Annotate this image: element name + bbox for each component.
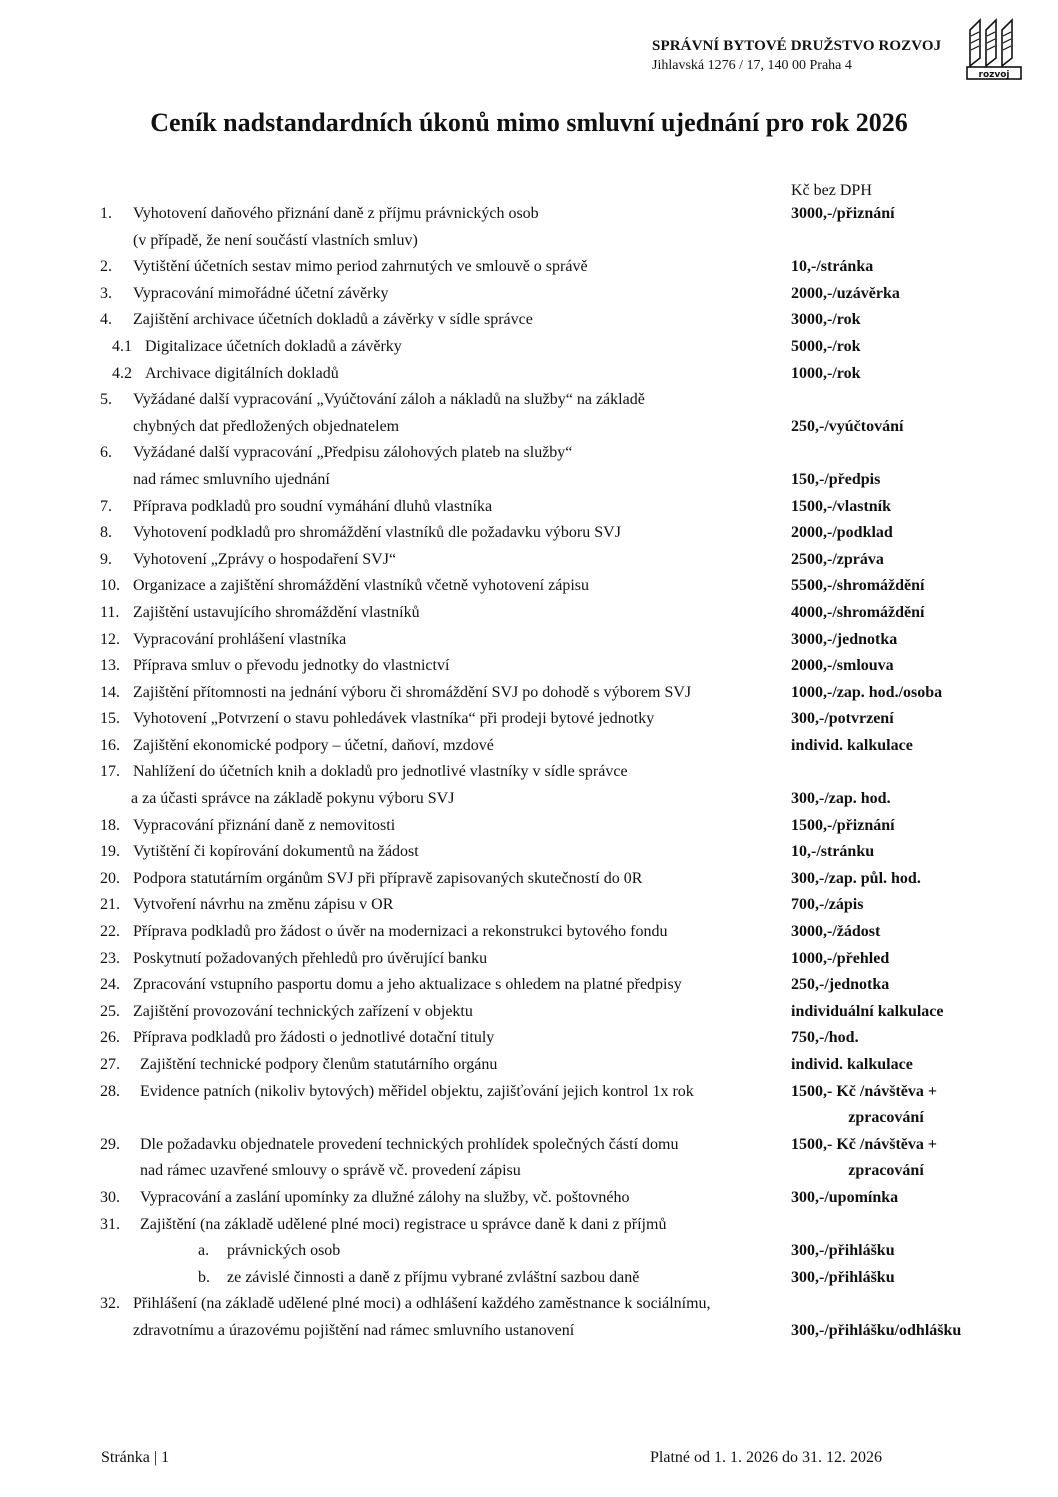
item-number: 26.	[100, 1029, 120, 1047]
item-description: Zajištění provozování technických zařízení v objektu	[133, 1002, 473, 1020]
item-description: Zajištění (na základě udělené plné moci) registrace u správce daně k dani z příjmů	[140, 1215, 667, 1233]
list-item	[100, 307, 1020, 334]
item-price: 300,-/upomínka	[791, 1188, 899, 1206]
item-number: 2.	[100, 258, 112, 276]
item-price: individ. kalkulace	[791, 1056, 913, 1073]
item-description: Nahlížení do účetních knih a dokladů pro jednotlivé vlastníky v sídle správce	[133, 763, 628, 781]
item-number: 18.	[100, 816, 120, 834]
item-number: 7.	[100, 497, 112, 515]
item-number: 4.2	[112, 364, 132, 382]
item-price: 300,-/přihlášku/odhlášku	[791, 1321, 962, 1339]
item-description: Zpracování vstupního pasportu domu a jeho aktualizace s ohledem na platné předpisy	[133, 976, 682, 994]
item-number: 30.	[100, 1188, 120, 1206]
list-item	[100, 440, 1020, 467]
item-price: 1500,- Kč /návštěva +	[791, 1082, 937, 1100]
item-description: Evidence patních (nikoliv bytových) měřidel objektu, zajišťování jejich kontrol 1x rok	[140, 1082, 694, 1100]
list-item	[100, 387, 1020, 414]
item-price: 5000,-/rok	[791, 337, 861, 355]
item-description: Podpora statutárním orgánům SVJ při přípravě zapisovaných skutečností do 0R	[133, 869, 643, 887]
item-price: 1500,- Kč /návštěva +	[791, 1135, 937, 1153]
list-item	[100, 706, 1020, 733]
item-description: Digitalizace účetních dokladů a závěrky	[145, 337, 402, 355]
list-item	[100, 733, 1020, 760]
item-price: 300,-/přihlášku	[791, 1242, 895, 1260]
list-item	[100, 1158, 1020, 1185]
item-number: 28.	[100, 1082, 120, 1100]
item-description: právnických osob	[227, 1242, 341, 1260]
item-number: 12.	[100, 630, 120, 648]
item-description: Příprava podkladů pro žádost o úvěr na modernizaci a rekonstrukci bytového fondu	[133, 923, 668, 941]
item-price: 2000,-/smlouva	[791, 657, 894, 675]
item-price: 250,-/jednotka	[791, 976, 890, 994]
item-price: 300,-/potvrzení	[791, 710, 894, 728]
item-description: Organizace a zajištění shromáždění vlastníků včetně vyhotovení zápisu	[133, 577, 589, 595]
item-number: 21.	[100, 896, 120, 914]
list-item	[100, 866, 1020, 893]
list-item	[100, 892, 1020, 919]
item-description: Vytvoření návrhu na změnu zápisu v OR	[133, 896, 394, 914]
item-number: 16.	[100, 736, 120, 754]
item-description: Vyhotovení „Zprávy o hospodaření SVJ“	[133, 550, 397, 568]
item-number: 11.	[100, 603, 120, 621]
item-description: Vypracování a zaslání upomínky za dlužné zálohy na služby, vč. poštovného	[140, 1188, 630, 1206]
list-item	[100, 1265, 1020, 1292]
list-item	[100, 813, 1020, 840]
item-description: Přihlášení (na základě udělené plné moci) a odhlášení každého zaměstnance k sociálnímu,	[133, 1295, 711, 1313]
list-item	[100, 600, 1020, 627]
item-description: Příprava podkladů pro soudní vymáhání dluhů vlastníka	[133, 497, 493, 515]
list-item	[100, 1185, 1020, 1212]
list-item	[100, 946, 1020, 973]
item-description: nad rámec uzavřené smlouvy o správě vč. provedení zápisu	[140, 1162, 521, 1180]
item-price: 3000,-/jednotka	[791, 630, 898, 648]
item-price: 3000,-/přiznání	[791, 205, 895, 222]
item-number: 9.	[100, 550, 112, 568]
item-price: 1000,-/rok	[791, 364, 861, 382]
item-description: chybných dat předložených objednatelem	[133, 417, 400, 435]
item-price: 2000,-/podklad	[791, 524, 893, 542]
price-list	[100, 201, 1020, 1345]
item-price: 250,-/vyúčtování	[791, 417, 904, 435]
item-description: Vytištění či kopírování dokumentů na žádost	[133, 843, 419, 861]
item-description: Zajištění ustavujícího shromáždění vlastníků	[133, 603, 420, 621]
list-item	[100, 1105, 1020, 1132]
list-item	[100, 1132, 1020, 1159]
validity-period: Platné od 1. 1. 2026 do 31. 12. 2026	[650, 1449, 882, 1466]
logo-text: rozvoj	[978, 70, 1010, 80]
list-item	[100, 573, 1020, 600]
price-column-header: Kč bez DPH	[791, 182, 872, 199]
item-description: Vyhotovení „Potvrzení o stavu pohledávek vlastníka“ při prodeji bytové jednotky	[133, 710, 655, 728]
item-price: 4000,-/shromáždění	[791, 603, 925, 621]
list-item	[100, 547, 1020, 574]
item-number: 1.	[100, 205, 112, 222]
list-item	[100, 1318, 1020, 1345]
item-number: 32.	[100, 1295, 120, 1313]
item-description: Vyžádané další vypracování „Vyúčtování záloh a nákladů na služby“ na základě	[133, 391, 645, 409]
item-price: individ. kalkulace	[791, 736, 913, 754]
item-number: 22.	[100, 923, 120, 941]
rozvoj-logo	[964, 18, 1024, 80]
item-number: 13.	[100, 657, 120, 675]
list-item	[100, 999, 1020, 1026]
item-price: 1500,-/vlastník	[791, 497, 892, 515]
organization-address: Jihlavská 1276 / 17, 140 00 Praha 4	[652, 58, 852, 73]
item-price: 700,-/zápis	[791, 896, 864, 914]
item-price: 2500,-/zpráva	[791, 550, 884, 568]
list-item	[100, 201, 1020, 228]
list-item	[100, 839, 1020, 866]
item-price: 10,-/stránka	[791, 258, 874, 276]
item-number: 24.	[100, 976, 120, 994]
item-number: 27.	[100, 1056, 120, 1073]
item-description: Vypracování přiznání daně z nemovitosti	[133, 816, 396, 834]
item-number: 29.	[100, 1135, 120, 1153]
item-price: 300,-/zap. půl. hod.	[791, 869, 921, 887]
item-description: Zajištění archivace účetních dokladů a závěrky v sídle správce	[133, 311, 533, 329]
item-description: Vypracování prohlášení vlastníka	[133, 630, 347, 648]
item-price: 5500,-/shromáždění	[791, 577, 925, 595]
item-price: 150,-/předpis	[791, 470, 881, 488]
item-price: 300,-/zap. hod.	[791, 790, 891, 808]
item-number: a.	[198, 1242, 210, 1260]
item-description: (v případě, že není součástí vlastních smluv)	[133, 231, 418, 249]
item-price: 300,-/přihlášku	[791, 1268, 895, 1286]
item-description: a za účasti správce na základě pokynu výboru SVJ	[131, 790, 455, 808]
item-description: ze závislé činnosti a daně z příjmu vybrané zvláštní sazbou daně	[227, 1268, 640, 1286]
item-number: 14.	[100, 683, 120, 701]
item-description: nad rámec smluvního ujednání	[133, 470, 330, 488]
list-item	[100, 627, 1020, 654]
item-number: 4.1	[112, 337, 132, 355]
item-description: Zajištění přítomnosti na jednání výboru či shromáždění SVJ po dohodě s výborem SVJ	[133, 683, 692, 701]
item-number: 23.	[100, 949, 120, 967]
list-item	[100, 361, 1020, 388]
list-item	[100, 520, 1020, 547]
list-item	[100, 1212, 1020, 1239]
item-number: 17.	[100, 763, 120, 781]
item-description: Poskytnutí požadovaných přehledů pro úvěrující banku	[133, 949, 488, 967]
list-item	[100, 228, 1020, 255]
list-item	[100, 254, 1020, 281]
list-item	[100, 1079, 1020, 1106]
item-price: 1000,-/zap. hod./osoba	[791, 683, 943, 701]
item-number: 5.	[100, 391, 112, 409]
list-item	[100, 1238, 1020, 1265]
list-item	[100, 759, 1020, 786]
page-title: Ceník nadstandardních úkonů mimo smluvní ujednání pro rok 2026	[150, 108, 908, 137]
organization-name: SPRÁVNÍ BYTOVÉ DRUŽSTVO ROZVOJ	[652, 38, 942, 54]
item-description: Dle požadavku objednatele provedení technických prohlídek společných částí domu	[140, 1135, 679, 1153]
item-description: Vypracování mimořádné účetní závěrky	[133, 284, 389, 302]
item-price: zpracování	[848, 1162, 924, 1180]
item-number: b.	[198, 1268, 210, 1286]
list-item	[100, 680, 1020, 707]
item-number: 6.	[100, 444, 112, 462]
list-item	[100, 1291, 1020, 1318]
item-price: 1000,-/přehled	[791, 949, 890, 967]
item-price: 1500,-/přiznání	[791, 816, 895, 834]
item-number: 4.	[100, 311, 112, 329]
list-item	[100, 1025, 1020, 1052]
list-item	[100, 653, 1020, 680]
list-item	[100, 972, 1020, 999]
item-description: zdravotnímu a úrazovému pojištění nad rámec smluvního ustanovení	[133, 1321, 575, 1339]
item-number: 19.	[100, 843, 120, 861]
item-price: 750,-/hod.	[791, 1029, 859, 1047]
item-price: 3000,-/rok	[791, 311, 861, 329]
list-item	[100, 786, 1020, 813]
item-number: 15.	[100, 710, 120, 728]
item-description: Zajištění ekonomické podpory – účetní, daňoví, mzdové	[133, 736, 494, 754]
item-number: 3.	[100, 284, 112, 302]
list-item	[100, 334, 1020, 361]
item-price: 2000,-/uzávěrka	[791, 284, 900, 302]
item-number: 10.	[100, 577, 120, 595]
list-item	[100, 494, 1020, 521]
item-description: Vyžádané další vypracování „Předpisu zálohových plateb na služby“	[133, 444, 573, 462]
item-description: Archivace digitálních dokladů	[145, 364, 339, 382]
list-item	[100, 414, 1020, 441]
item-price: individuální kalkulace	[791, 1002, 944, 1020]
item-price: 10,-/stránku	[791, 843, 875, 861]
page-number: Stránka | 1	[101, 1449, 170, 1466]
item-description: Vytištění účetních sestav mimo period zahrnutých ve smlouvě o správě	[133, 258, 588, 276]
list-item	[100, 281, 1020, 308]
item-description: Zajištění technické podpory členům statutárního orgánu	[140, 1056, 498, 1073]
item-number: 8.	[100, 524, 112, 542]
list-item	[100, 1052, 1020, 1079]
item-description: Vyhotovení podkladů pro shromáždění vlastníků dle požadavku výboru SVJ	[133, 524, 621, 542]
item-price: zpracování	[848, 1109, 924, 1127]
item-number: 25.	[100, 1002, 120, 1020]
item-description: Příprava smluv o převodu jednotky do vlastnictví	[133, 657, 450, 675]
header	[652, 38, 952, 74]
item-number: 20.	[100, 869, 120, 887]
list-item	[100, 467, 1020, 494]
item-description: Příprava podkladů pro žádosti o jednotlivé dotační tituly	[133, 1029, 495, 1047]
item-description: Vyhotovení daňového přiznání daně z příjmu právnických osob	[133, 205, 539, 222]
item-price: 3000,-/žádost	[791, 923, 881, 941]
list-item	[100, 919, 1020, 946]
item-number: 31.	[100, 1215, 120, 1233]
